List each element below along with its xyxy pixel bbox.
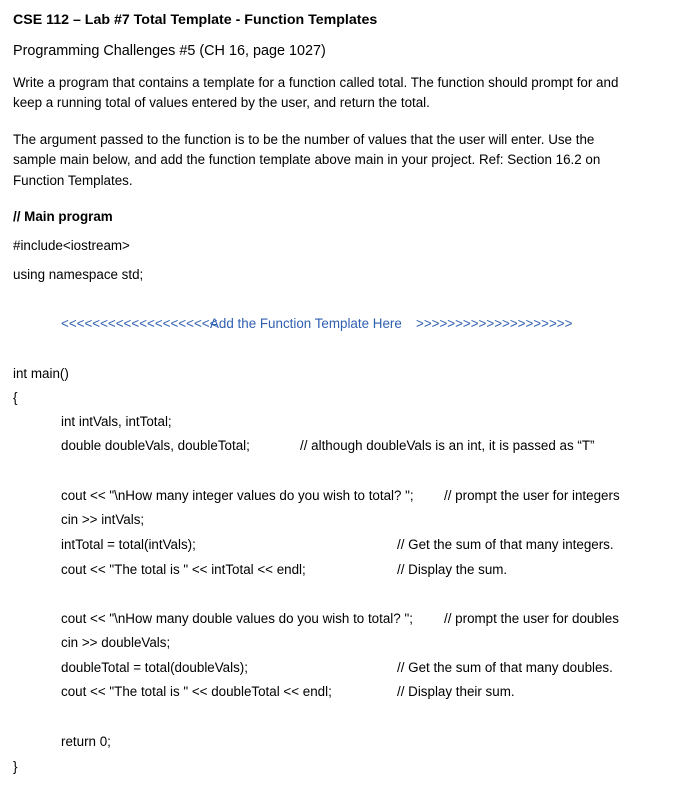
code-include: #include<iostream> — [13, 238, 130, 253]
paragraph-2-line-3: Function Templates. — [13, 173, 133, 188]
paragraph-1-line-2: keep a running total of values entered by the user, and return the total. — [13, 95, 430, 110]
code-main-signature: int main() — [13, 366, 69, 381]
code-double-total-assign: doubleTotal = total(doubleVals); — [61, 660, 248, 675]
document-title: CSE 112 – Lab #7 Total Template - Function Templates — [13, 12, 378, 28]
code-comment-display-sum: // Display the sum. — [397, 562, 508, 577]
code-declare-double: double doubleVals, doubleTotal; — [61, 438, 250, 453]
insertion-placeholder-text: Add the Function Template Here — [210, 316, 402, 331]
code-using-namespace: using namespace std; — [13, 267, 144, 282]
code-comment-double-prompt: // prompt the user for doubles — [444, 611, 619, 626]
code-declare-int: int intVals, intTotal; — [61, 414, 172, 429]
insertion-arrows-right: >>>>>>>>>>>>>>>>>>>> — [416, 316, 573, 331]
code-comment-double-total: // Get the sum of that many doubles. — [397, 660, 613, 675]
code-comment-int-prompt: // prompt the user for integers — [444, 488, 620, 503]
code-int-total-assign: intTotal = total(intVals); — [61, 537, 196, 552]
paragraph-1-line-1: Write a program that contains a template for a function called total. The function should prompt for and — [13, 75, 619, 90]
code-cout-int-total: cout << "The total is " << intTotal << endl; — [61, 562, 306, 577]
code-comment-declare-double: // although doubleVals is an int, it is passed as “T” — [300, 438, 595, 453]
code-cin-int: cin >> intVals; — [61, 512, 145, 527]
code-comment-int-total: // Get the sum of that many integers. — [397, 537, 614, 552]
document-subtitle: Programming Challenges #5 (CH 16, page 1027) — [13, 43, 326, 59]
code-return: return 0; — [61, 734, 111, 749]
code-cout-double-total: cout << "The total is " << doubleTotal << endl; — [61, 684, 332, 699]
code-cin-double: cin >> doubleVals; — [61, 635, 171, 650]
code-comment-display-their-sum: // Display their sum. — [397, 684, 515, 699]
code-cout-int-prompt: cout << "\nHow many integer values do you wish to total? "; — [61, 488, 414, 503]
code-cout-double-prompt: cout << "\nHow many double values do you wish to total? "; — [61, 611, 413, 626]
insertion-arrows-left: <<<<<<<<<<<<<<<<<<<< — [61, 316, 218, 331]
paragraph-2-line-1: The argument passed to the function is to be the number of values that the user will enter. Use the — [13, 132, 595, 147]
code-open-brace: { — [13, 390, 18, 405]
code-comment-main-program: // Main program — [13, 209, 113, 224]
code-close-brace: } — [13, 759, 18, 774]
paragraph-2-line-2: sample main below, and add the function template above main in your project. Ref: Section 16.2 on — [13, 152, 601, 167]
